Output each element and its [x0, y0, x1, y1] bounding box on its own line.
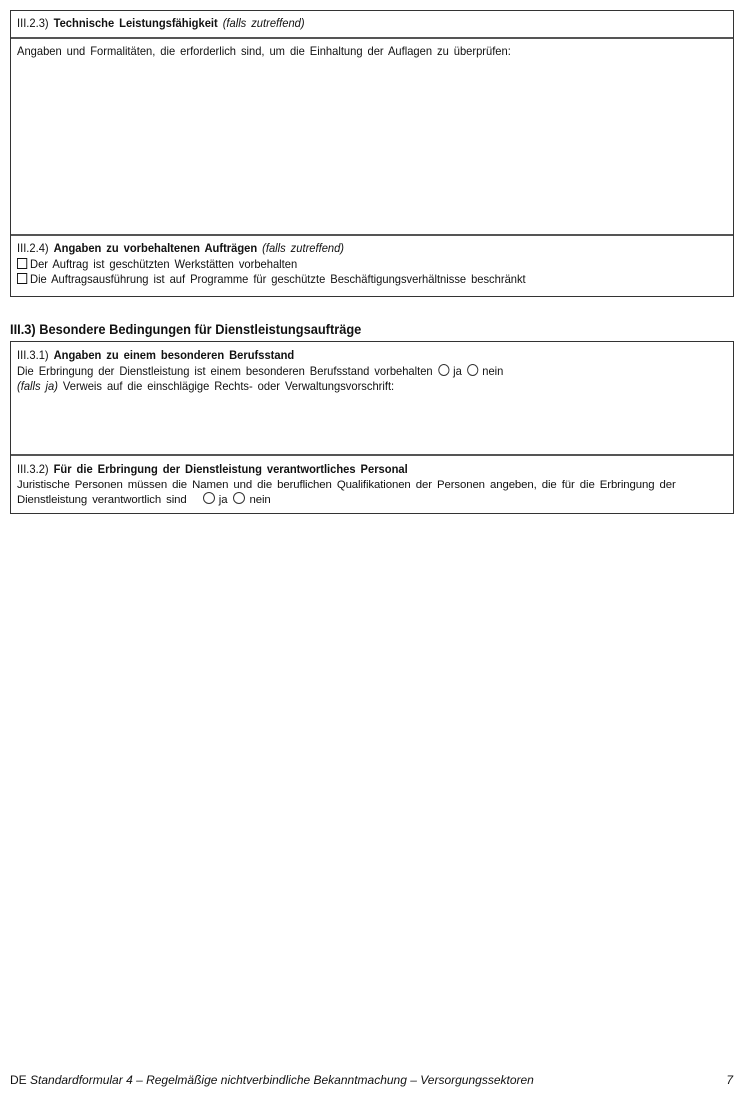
field-label: Angaben und Formalitäten, die erforderlich sind, um die Einhaltung der Auflagen zu überprüfen:	[17, 44, 511, 58]
footer-language: DE	[10, 1073, 27, 1087]
section-note: (falls zutreffend)	[222, 16, 305, 30]
field-label: Verweis auf die einschlägige Rechts- oder Verwaltungsvorschrift:	[62, 379, 395, 393]
section-number: III.2.4)	[17, 241, 49, 255]
section-number: III.2.3)	[17, 16, 49, 30]
section-title: Technische Leistungsfähigkeit	[53, 16, 218, 30]
radio-yes-label: ja	[453, 363, 462, 378]
box-technical-capacity	[10, 10, 734, 297]
text-area-iii-2-3[interactable]	[11, 39, 733, 236]
section-heading-iii-3: III.3) Besondere Bedingungen für Dienstleistungsaufträge	[10, 322, 362, 337]
radio-yes[interactable]	[203, 492, 215, 504]
checkbox-sheltered-workshops[interactable]	[17, 258, 27, 269]
footer-title: Standardformular 4 – Regelmäßige nichtverbindliche Bekanntmachung – Versorgungssektoren	[30, 1073, 534, 1087]
section-note: (falls zutreffend)	[262, 241, 345, 255]
section-header-iii-2-3	[11, 11, 733, 39]
section-iii-3-2	[11, 456, 733, 513]
radio-yes-label: ja	[218, 493, 228, 506]
checkbox-label: Die Auftragsausführung ist auf Programme für geschützte Beschäftigungsverhältnisse beschränkt	[30, 272, 526, 286]
box-service-contracts	[10, 341, 734, 514]
checkbox-label: Der Auftrag ist geschützten Werkstätten vorbehalten	[30, 256, 298, 271]
page-footer	[10, 1073, 735, 1087]
radio-yes[interactable]	[438, 364, 449, 376]
question-text: Die Erbringung der Dienstleistung ist einem besonderen Berufsstand vorbehalten	[17, 363, 433, 378]
radio-no[interactable]	[233, 492, 245, 504]
page-number: 7	[726, 1073, 733, 1087]
checkbox-sheltered-employment[interactable]	[17, 273, 27, 284]
section-title: Für die Erbringung der Dienstleistung verantwortliches Personal	[53, 462, 408, 476]
section-number: III.3.1)	[17, 348, 49, 362]
radio-no[interactable]	[467, 364, 478, 376]
section-number: III.3.2)	[17, 462, 49, 476]
section-title: Angaben zu vorbehaltenen Aufträgen	[53, 241, 258, 255]
question-text: Juristische Personen müssen die Namen und die beruflichen Qualifikationen der Personen angeben, die für die Erbringung der Dienstleistung verantwortlich sind	[17, 478, 676, 506]
section-iii-2-4	[11, 236, 733, 296]
radio-no-label: nein	[249, 493, 271, 506]
section-title: Angaben zu einem besonderen Berufsstand	[53, 348, 295, 362]
section-iii-3-1	[11, 342, 733, 456]
radio-no-label: nein	[482, 363, 504, 378]
conditional-note: (falls ja)	[17, 379, 58, 393]
